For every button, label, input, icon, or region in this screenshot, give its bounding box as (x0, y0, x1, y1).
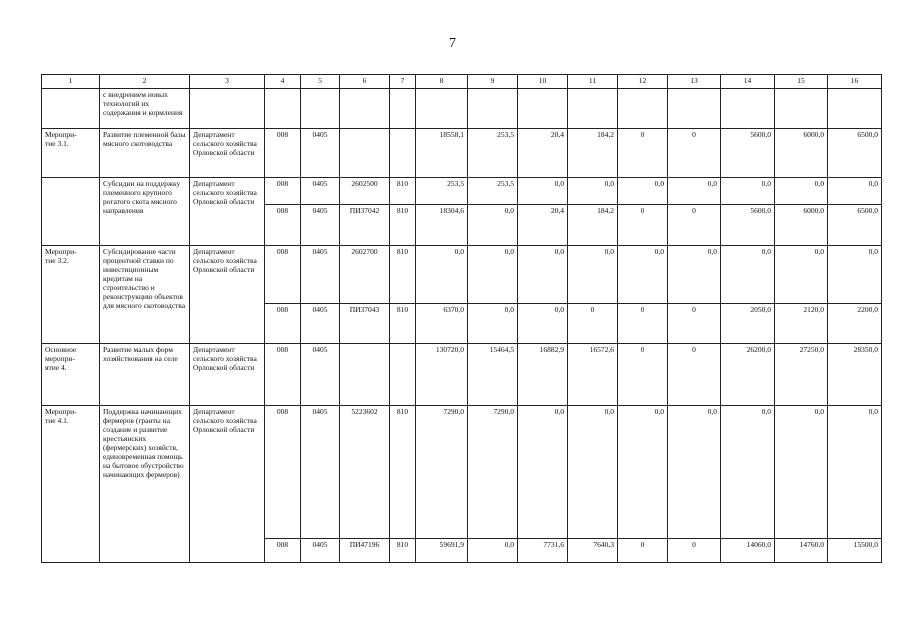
activity-code: Меропри- тие 3.1. (42, 129, 100, 178)
header-row (42, 75, 882, 89)
col-header: 3 (190, 75, 265, 89)
value-year: 0,0 (468, 539, 518, 563)
csr-code (340, 129, 390, 178)
value-year: 0 (618, 539, 668, 563)
cell (340, 89, 390, 129)
cell (190, 89, 265, 129)
value-year: 14760,0 (775, 539, 828, 563)
rzpr-code: 0405 (301, 344, 340, 406)
cell (828, 89, 882, 129)
cell (721, 89, 775, 129)
rzpr-code: 0405 (301, 304, 340, 344)
vr-code: 810 (390, 205, 416, 246)
value-year: 0,0 (775, 246, 828, 304)
cell (42, 89, 100, 129)
value-year: 0 (668, 304, 721, 344)
value-year: 0 (668, 129, 721, 178)
department: Департамент сельского хозяйства Орловской области (190, 246, 265, 344)
value-year: 0,0 (775, 406, 828, 539)
department: Департамент сельского хозяйства Орловской области (190, 178, 265, 246)
csr-code: 2602500 (340, 178, 390, 205)
value-year: 27250,0 (775, 344, 828, 406)
col-header: 7 (390, 75, 416, 89)
cell (775, 89, 828, 129)
value-total: 130720,0 (416, 344, 468, 406)
value-total: 18558,1 (416, 129, 468, 178)
department: Департамент сельского хозяйства Орловской области (190, 406, 265, 563)
value-year: 6000,0 (775, 205, 828, 246)
rzpr-code: 0405 (301, 178, 340, 205)
value-year: 14060,0 (721, 539, 775, 563)
value-total: 253,5 (416, 178, 468, 205)
value-year: 5600,0 (721, 129, 775, 178)
value-year: 0 (668, 344, 721, 406)
rzpr-code: 0405 (301, 129, 340, 178)
grbs-code: 008 (265, 178, 301, 205)
value-year: 0 (618, 344, 668, 406)
budget-table (41, 74, 882, 563)
table-row (42, 89, 882, 129)
value-year: 15500,0 (828, 539, 882, 563)
csr-code: 5223602 (340, 406, 390, 539)
col-header: 5 (301, 75, 340, 89)
vr-code (390, 344, 416, 406)
col-header: 10 (518, 75, 568, 89)
value-year: 0,0 (618, 178, 668, 205)
value-year: 0,0 (518, 304, 568, 344)
csr-code: ПИ37042 (340, 205, 390, 246)
col-header: 1 (42, 75, 100, 89)
value-total: 59691,9 (416, 539, 468, 563)
cell (468, 89, 518, 129)
value-year: 2120,0 (775, 304, 828, 344)
cell (668, 89, 721, 129)
cell (416, 89, 468, 129)
value-year: 253,5 (468, 129, 518, 178)
col-header: 2 (100, 75, 190, 89)
value-year: 0,0 (568, 246, 618, 304)
value-year: 28350,0 (828, 344, 882, 406)
vr-code (390, 129, 416, 178)
value-year: 7640,3 (568, 539, 618, 563)
value-year: 0,0 (568, 406, 618, 539)
col-header: 11 (568, 75, 618, 89)
vr-code: 810 (390, 304, 416, 344)
table-row (42, 406, 882, 539)
value-year: 0,0 (721, 178, 775, 205)
value-year: 0,0 (468, 205, 518, 246)
value-year: 5600,0 (721, 205, 775, 246)
value-year: 0 (668, 205, 721, 246)
col-header: 14 (721, 75, 775, 89)
value-year: 0,0 (668, 406, 721, 539)
value-year: 26200,0 (721, 344, 775, 406)
cell (265, 89, 301, 129)
vr-code: 810 (390, 539, 416, 563)
value-year: 0 (618, 129, 668, 178)
value-year: 0 (618, 304, 668, 344)
value-year: 7731,6 (518, 539, 568, 563)
value-year: 16882,9 (518, 344, 568, 406)
rzpr-code: 0405 (301, 406, 340, 539)
value-year: 0 (568, 304, 618, 344)
page-number: 7 (449, 36, 456, 51)
csr-code: 2602700 (340, 246, 390, 304)
value-year: 20,4 (518, 205, 568, 246)
value-year: 6500,0 (828, 129, 882, 178)
rzpr-code: 0405 (301, 246, 340, 304)
value-year: 6500,0 (828, 205, 882, 246)
cell (518, 89, 568, 129)
program-name: Субсидии на поддержку племенного крупного рогатого скота мясного направления (100, 178, 190, 246)
program-name: с внедрением новых технологий их содержания и кормления (100, 89, 190, 129)
value-year: 16572,6 (568, 344, 618, 406)
value-total: 7290,0 (416, 406, 468, 539)
value-year: 0,0 (518, 406, 568, 539)
grbs-code: 008 (265, 246, 301, 304)
grbs-code: 008 (265, 304, 301, 344)
col-header: 12 (618, 75, 668, 89)
value-year: 0,0 (775, 178, 828, 205)
value-year: 0,0 (828, 178, 882, 205)
col-header: 6 (340, 75, 390, 89)
value-year: 7290,0 (468, 406, 518, 539)
value-year: 0,0 (668, 178, 721, 205)
value-year: 0,0 (518, 246, 568, 304)
csr-code: ПИ37043 (340, 304, 390, 344)
value-year: 0,0 (721, 246, 775, 304)
value-year: 0 (618, 205, 668, 246)
value-year: 0,0 (721, 406, 775, 539)
cell (568, 89, 618, 129)
activity-code: Основное меропри- ятие 4. (42, 344, 100, 406)
grbs-code: 008 (265, 129, 301, 178)
grbs-code: 008 (265, 205, 301, 246)
value-year: 15464,5 (468, 344, 518, 406)
vr-code: 810 (390, 246, 416, 304)
value-year: 0,0 (468, 246, 518, 304)
value-year: 0,0 (828, 246, 882, 304)
value-year: 0,0 (668, 246, 721, 304)
rzpr-code: 0405 (301, 539, 340, 563)
csr-code: ПИ47196 (340, 539, 390, 563)
value-year: 0,0 (828, 406, 882, 539)
value-year: 0 (668, 539, 721, 563)
col-header: 15 (775, 75, 828, 89)
value-year: 2200,0 (828, 304, 882, 344)
vr-code: 810 (390, 178, 416, 205)
department: Департамент сельского хозяйства Орловской области (190, 129, 265, 178)
value-year: 6000,0 (775, 129, 828, 178)
cell (42, 178, 100, 246)
value-total: 0,0 (416, 246, 468, 304)
value-year: 2050,0 (721, 304, 775, 344)
value-total: 18304,6 (416, 205, 468, 246)
department: Департамент сельского хозяйства Орловской области (190, 344, 265, 406)
col-header: 16 (828, 75, 882, 89)
csr-code (340, 344, 390, 406)
value-year: 184,2 (568, 129, 618, 178)
col-header: 4 (265, 75, 301, 89)
cell (390, 89, 416, 129)
cell (301, 89, 340, 129)
cell (618, 89, 668, 129)
table-row (42, 344, 882, 406)
program-name: Поддержка начинающих фермеров (гранты на создание и развитие крестьянских (фермерских) хозяйств, единовременная помощь на бытовое обустройство начинающих фермеров) (100, 406, 190, 563)
grbs-code: 008 (265, 344, 301, 406)
col-header: 8 (416, 75, 468, 89)
grbs-code: 008 (265, 406, 301, 539)
value-year: 0,0 (518, 178, 568, 205)
activity-code: Меропри- тие 4.1. (42, 406, 100, 563)
rzpr-code: 0405 (301, 205, 340, 246)
value-year: 20,4 (518, 129, 568, 178)
value-total: 6370,0 (416, 304, 468, 344)
value-year: 253,5 (468, 178, 518, 205)
vr-code: 810 (390, 406, 416, 539)
value-year: 0,0 (618, 246, 668, 304)
value-year: 0,0 (618, 406, 668, 539)
table-row (42, 178, 882, 205)
program-name: Развитие племенной базы мясного скотоводства (100, 129, 190, 178)
activity-code: Меропри- тие 3.2. (42, 246, 100, 344)
grbs-code: 008 (265, 539, 301, 563)
col-header: 13 (668, 75, 721, 89)
value-year: 0,0 (568, 178, 618, 205)
table-row (42, 129, 882, 178)
program-name: Развитие малых форм хозяйствования на селе (100, 344, 190, 406)
table-row (42, 246, 882, 304)
col-header: 9 (468, 75, 518, 89)
value-year: 184,2 (568, 205, 618, 246)
value-year: 0,0 (468, 304, 518, 344)
program-name: Субсидирование части процентной ставки по инвестиционным кредитам на строительство и реконструкцию объектов для мясного скотоводства (100, 246, 190, 344)
